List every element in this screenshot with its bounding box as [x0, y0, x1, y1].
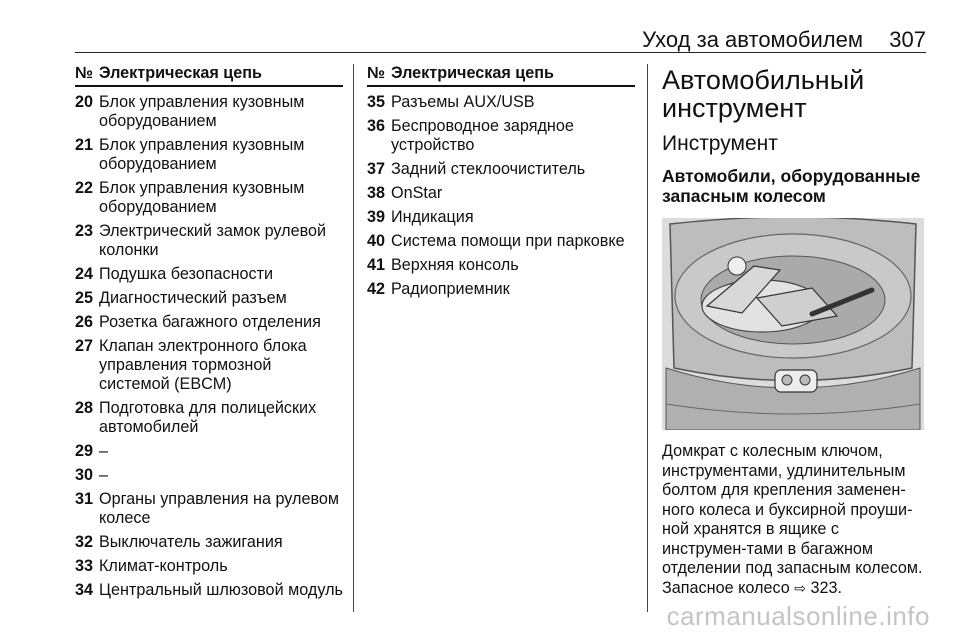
table-row	[367, 232, 635, 251]
table-row	[367, 184, 635, 203]
header-title: Уход за автомобилем	[642, 27, 863, 52]
circuit-name: Радиоприемник	[391, 280, 510, 298]
trunk-tools-photo	[662, 218, 924, 430]
table-header	[367, 64, 635, 87]
table-header	[75, 64, 343, 87]
section-subsubheading: Автомобили, оборудованные запасным колесом	[662, 166, 921, 206]
table-row	[75, 93, 343, 131]
fuse-number: 38	[367, 184, 386, 202]
fuse-number: 42	[367, 280, 386, 298]
table-row	[75, 533, 343, 552]
circuit-name: Верхняя консоль	[391, 256, 519, 274]
table-row	[75, 399, 343, 437]
circuit-name: Разъемы AUX/USB	[391, 93, 535, 111]
watermark: carmanualsonline.info	[666, 601, 930, 631]
fuse-number: 33	[75, 557, 94, 575]
page-reference-arrow-icon: ⇨	[794, 579, 806, 596]
fuse-number: 27	[75, 337, 94, 355]
circuit-name: Органы управления на рулевом колесе	[99, 490, 339, 527]
fuse-table-right	[367, 64, 635, 304]
circuit-name: –	[99, 442, 109, 460]
fuse-number: 35	[367, 93, 386, 111]
circuit-name: Климат-контроль	[99, 557, 228, 575]
table-row	[75, 289, 343, 308]
fuse-number: 37	[367, 160, 386, 178]
circuit-name: Центральный шлюзовой модуль	[99, 581, 343, 599]
header-divider	[75, 52, 926, 53]
fuse-number: 25	[75, 289, 94, 307]
table-row	[75, 179, 343, 217]
page-number: 307	[889, 27, 926, 52]
circuit-name: Блок управления кузовным оборудованием	[99, 136, 305, 173]
fuse-number: 32	[75, 533, 94, 551]
fuse-number: 21	[75, 136, 94, 154]
circuit-name: OnStar	[391, 184, 443, 202]
page-reference-link[interactable]: 323.	[810, 578, 842, 597]
circuit-name: Выключатель зажигания	[99, 533, 283, 551]
fuse-number: 26	[75, 313, 94, 331]
description-text: Домкрат с колесным ключом, инструментами, удлинительным болтом для крепления заменен-ного колеса и буксирной проуши-ной хранятся в ящике с инструмен-тами в багажном отделении под запасным колесом. Запасное колесо	[662, 442, 923, 597]
fuse-number: 31	[75, 490, 94, 508]
fuse-number: 24	[75, 265, 94, 283]
fuse-number: 23	[75, 222, 94, 240]
table-row	[75, 490, 343, 528]
table-row	[367, 256, 635, 275]
section-subheading: Инструмент	[662, 132, 778, 155]
column-header-circuit: Электрическая цепь	[99, 64, 262, 82]
column-divider	[647, 64, 648, 612]
fuse-number: 29	[75, 442, 94, 460]
table-body	[75, 93, 343, 600]
fuse-number: 20	[75, 93, 94, 111]
table-row	[75, 222, 343, 260]
circuit-name: Диагностический разъем	[99, 289, 287, 307]
fuse-number: 41	[367, 256, 386, 274]
fuse-number: 28	[75, 399, 94, 417]
table-row	[75, 581, 343, 600]
circuit-name: Система помощи при парковке	[391, 232, 625, 250]
table-row	[367, 208, 635, 227]
circuit-name: Индикация	[391, 208, 474, 226]
tools-section	[662, 64, 928, 598]
table-row	[367, 280, 635, 299]
table-row	[75, 313, 343, 332]
table-row	[75, 466, 343, 485]
table-row	[367, 117, 635, 155]
circuit-name: Блок управления кузовным оборудованием	[99, 93, 305, 130]
column-header-circuit: Электрическая цепь	[391, 64, 554, 82]
table-row	[75, 557, 343, 576]
circuit-name: Беспроводное зарядное устройство	[391, 117, 574, 154]
table-row	[367, 93, 635, 112]
fuse-number: 22	[75, 179, 94, 197]
fuse-number: 30	[75, 466, 94, 484]
circuit-name: Электрический замок рулевой колонки	[99, 222, 327, 259]
circuit-name: Подушка безопасности	[99, 265, 274, 283]
column-header-number: №	[75, 64, 94, 82]
section-heading: Автомобильный инструмент	[662, 65, 865, 123]
circuit-name: Клапан электронного блока управления тормозной системой (EBCM)	[99, 337, 307, 393]
fuse-number: 40	[367, 232, 386, 250]
table-row	[75, 337, 343, 394]
column-header-number: №	[367, 64, 386, 82]
table-row	[75, 136, 343, 174]
table-row	[75, 442, 343, 461]
fuse-number: 34	[75, 581, 94, 599]
fuse-number: 39	[367, 208, 386, 226]
tools-description	[662, 442, 928, 598]
circuit-name: Задний стеклоочиститель	[391, 160, 586, 178]
circuit-name: Блок управления кузовным оборудованием	[99, 179, 305, 216]
table-row	[367, 160, 635, 179]
circuit-name: Розетка багажного отделения	[99, 313, 321, 331]
fuse-number: 36	[367, 117, 386, 135]
circuit-name: –	[99, 466, 109, 484]
table-body	[367, 93, 635, 299]
column-divider	[353, 64, 354, 612]
fuse-table-left	[75, 64, 343, 605]
circuit-name: Подготовка для полицейских автомобилей	[99, 399, 317, 436]
table-row	[75, 265, 343, 284]
